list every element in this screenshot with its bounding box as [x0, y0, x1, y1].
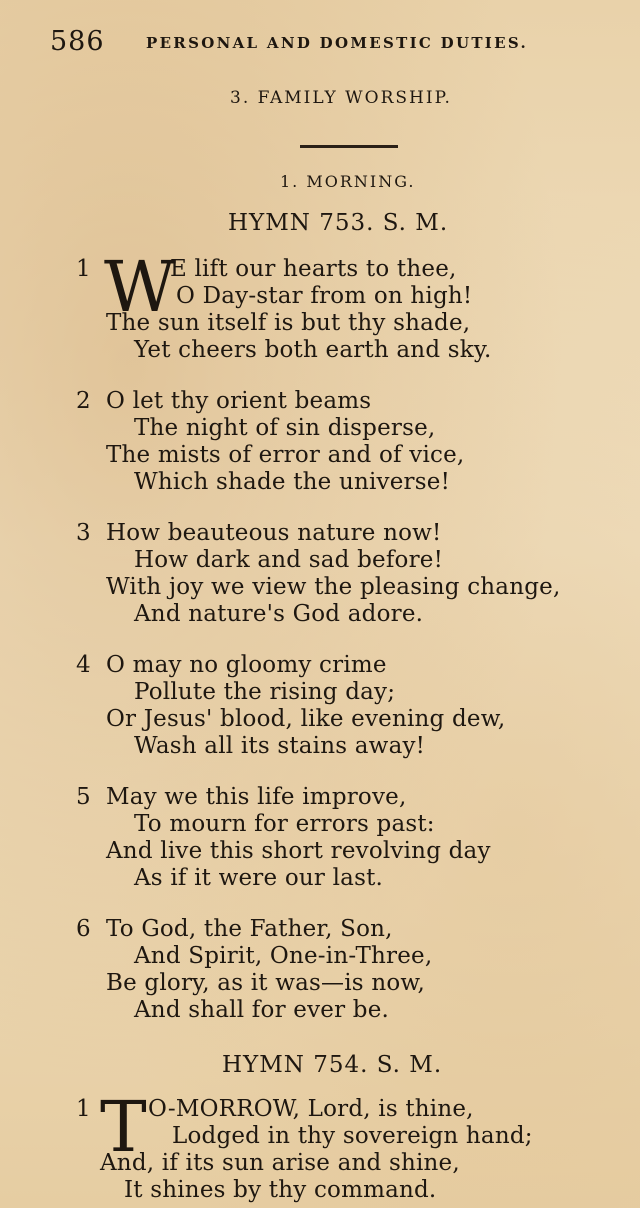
running-title: PERSONAL AND DOMESTIC DUTIES. — [146, 34, 528, 52]
verse-line: As if it were our last. — [134, 865, 384, 891]
verse-line: And nature's God adore. — [134, 601, 424, 627]
verse-line: Be glory, as it was—is now, — [106, 970, 426, 996]
verse-line: How dark and sad before! — [134, 547, 444, 573]
verse-line: And live this short revolving day — [106, 838, 491, 864]
verse-line: E lift our hearts to thee, — [170, 256, 457, 282]
hymn-title: HYMN 753. S. M. — [228, 210, 449, 236]
verse-line: And, if its sun arise and shine, — [100, 1150, 460, 1176]
stanza-number: 2 — [76, 388, 91, 414]
stanza-number: 5 — [76, 784, 91, 810]
divider-rule — [300, 145, 398, 148]
verse-line: And Spirit, One-in-Three, — [134, 943, 433, 969]
stanza-number: 6 — [76, 916, 91, 942]
stanza-number: 4 — [76, 652, 91, 678]
verse-line: O may no gloomy crime — [106, 652, 387, 678]
verse-line: O-MORROW, Lord, is thine, — [148, 1096, 474, 1122]
verse-line: It shines by thy command. — [124, 1177, 437, 1203]
verse-line: O Day-star from on high! — [176, 283, 473, 309]
verse-line: O let thy orient beams — [106, 388, 372, 414]
verse-line: To mourn for errors past: — [134, 811, 435, 837]
verse-line: Wash all its stains away! — [134, 733, 426, 759]
section-heading: 3. FAMILY WORSHIP. — [230, 88, 452, 108]
verse-line: With joy we view the pleasing change, — [106, 574, 561, 600]
verse-line: Or Jesus' blood, like evening dew, — [106, 706, 506, 732]
drop-cap: T — [100, 1086, 147, 1168]
hymn-title: HYMN 754. S. M. — [222, 1052, 443, 1078]
stanza-number: 1 — [76, 1096, 91, 1122]
verse-line: To God, the Father, Son, — [106, 916, 393, 942]
verse-line: May we this life improve, — [106, 784, 407, 810]
verse-line: The sun itself is but thy shade, — [106, 310, 471, 336]
verse-line: The mists of error and of vice, — [106, 442, 465, 468]
sub-heading: 1. MORNING. — [280, 172, 416, 191]
running-head — [50, 26, 590, 60]
verse-line: Which shade the universe! — [134, 469, 451, 495]
stanza-number: 1 — [76, 256, 91, 282]
verse-line: How beauteous nature now! — [106, 520, 442, 546]
page-number: 586 — [50, 26, 105, 57]
verse-line: Lodged in thy sovereign hand; — [172, 1123, 533, 1149]
verse-line: The night of sin disperse, — [134, 415, 436, 441]
stanza-number: 3 — [76, 520, 91, 546]
verse-line: And shall for ever be. — [134, 997, 390, 1023]
verse-line: Yet cheers both earth and sky. — [134, 337, 492, 363]
drop-cap: W — [104, 246, 176, 328]
verse-line: Pollute the rising day; — [134, 679, 396, 705]
